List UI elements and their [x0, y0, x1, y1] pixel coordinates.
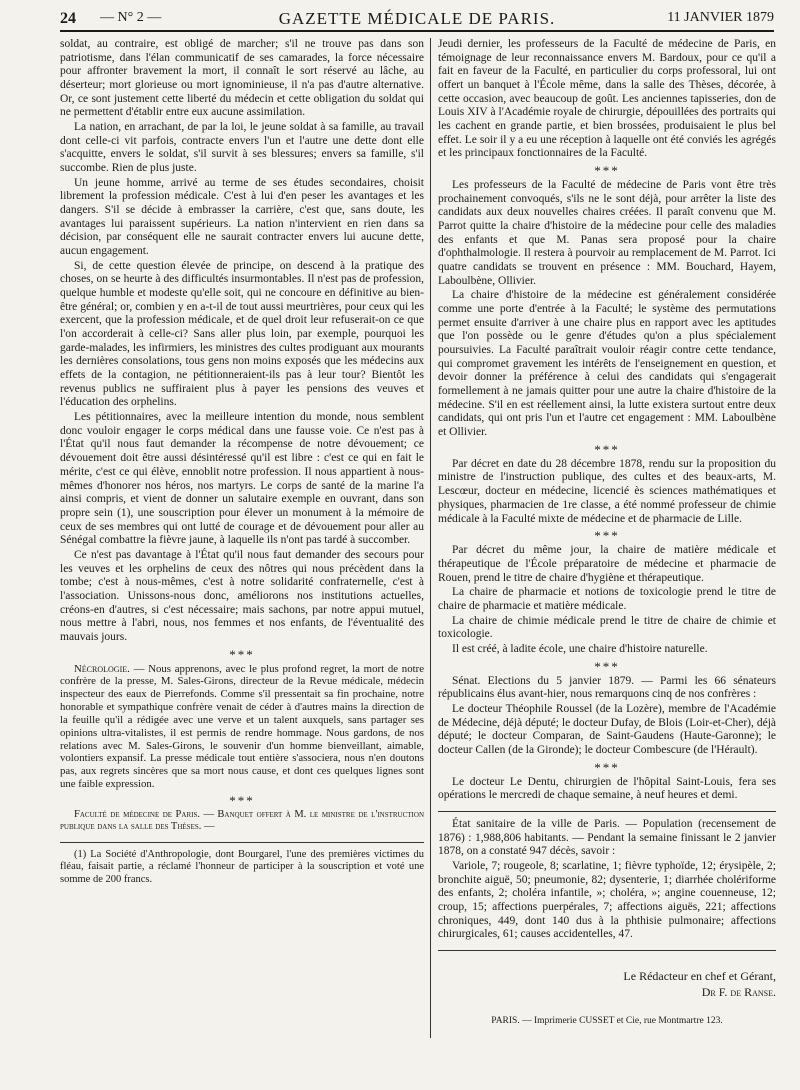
faculte-heading: Faculté de médecine de Paris. — Banquet offert à M. le ministre de l'instruction publique dans la salle des Thèses. —	[60, 809, 424, 833]
paragraph: Les pétitionnaires, avec la meilleure intention du monde, nous semblent donc vouloir engager le corps médical dans une fausse voie. Ce n'est pas à l'État qu'il nous faut demander la récompense de notre dévouement; ce dévouement doit être aussi désintéressé qu'il est libre : c'est ce qui en fait le mérite, c'est ce qui élève, ennoblit notre profession. Il nous appartient à nous-mêmes d'honorer nos héros, nos martyrs. Le corps de santé de la marine l'a ainsi compris, et vient de donner un salutaire exemple en ouvrant, dans son propre sein (1), une souscription pour élever un monument à la mémoire de ceux de ses membres qui ont lutté de courage et de dévouement pour aller au Sénégal combattre la fièvre jaune, à laquelle ils n'ont pas tardé à succomber.	[60, 411, 424, 547]
necrologie-text: Nous apprenons, avec le plus profond regret, la mort de notre confrère de la presse, M. Sales-Girons, directeur de la Revue médicale, médecin inspecteur des eaux de Pierrefonds. Comme s'il pressentait sa fin prochaine, notre honorable et sympathique confrère venait de céder à d'autres mains la direction de la feuille qu'il a rédigée avec une verve et un talent auxquels, sans partager ses opinions ultra-vitalistes, il est permis de rendre hommage. Nous gardons, de nos relations avec M. Sales-Girons, le souvenir d'un homme bienveillant, aimable, volontiers expansif. La presse médicale tout entière s'associera, nous n'en doutons pas, aux regrets sincères que sa mort nous cause, et dont ces quelques lignes sont une faible expression.	[60, 662, 424, 791]
paragraph: Jeudi dernier, les professeurs de la Faculté de médecine de Paris, en témoignage de leur reconnaissance envers M. Bardoux, pour ce qu'il a fait en faveur de la Faculté, en particulier du corps professoral, lui ont offert un banquet à l'École même, dans la salle des Thèses, décorée, à cette occasion, avec beaucoup de goût. Les anciennes tapisseries, don de Louis XIV à l'Académie royale de chirurgie, dépouillées des portraits qui les cachent en grande partie, et bien brossées, produisaient le plus bel effet. Le soir il y a eu une réception à laquelle ont été conviés les agrégés et les principaux fonctionnaires de la Faculté.	[438, 38, 776, 160]
paragraph: État sanitaire de la ville de Paris. — Population (recensement de 1876) : 1,988,806 habitants. — Pendant la semaine finissant le 2 janvier 1878, on a constaté 947 décès, savoir :	[438, 817, 776, 858]
left-column	[60, 38, 424, 1088]
signature-title: Le Rédacteur en chef et Gérant,	[623, 968, 776, 983]
paragraph: Par décret en date du 28 décembre 1878, rendu sur la proposition du ministre de l'instruction publique, des cultes et des beaux-arts, M. Lescœur, docteur en médecine, licencié ès sciences mathématiques et physiques, pharmacien de 1re classe, a été nommé professeur de chimie médicale à la Faculté mixte de médecine et de pharmacie de Lille.	[438, 457, 776, 525]
paragraph: La chaire d'histoire de la médecine est généralement considérée comme une porte d'entrée à la Faculté; le système des permutations permet ensuite d'arriver à une chaire plus en rapport avec les aptitudes que l'on possède ou le genre d'études qu'on a plus spécialement poursuivies. La Faculté paraîtrait vouloir réagir contre cette tendance, qui compromet gravement les intérêts de l'enseignement en question, et devoir donner la préférence à celui des candidats qui s'engagerait formellement à ne jamais quitter pour une autre la chaire d'histoire de la médecine. S'il en est réellement ainsi, la lutte existera surtout entre deux candidats, qui ont pris l'un et l'autre cet engagement : MM. Laboulbène et Ollivier.	[438, 289, 776, 439]
paragraph: La chaire de pharmacie et notions de toxicologie prend le titre de chaire de pharmacie et matière médicale.	[438, 586, 776, 612]
signature-block	[438, 969, 776, 1000]
section-stars: ***	[594, 528, 620, 544]
necrologie-paragraph	[60, 663, 424, 791]
paragraph: Un jeune homme, arrivé au terme de ses études secondaires, choisit librement la profession médicale. C'est à lui d'en peser les avantages et les dangers. S'il se décide à embrasser la carrière, c'est que, sans doute, les avantages lui paraissent supérieurs. La nation n'intervient en rien dans sa décision, par conséquent elle ne saurait contracter envers lui aucune dette, aucun engagement.	[60, 176, 424, 258]
paragraph: Variole, 7; rougeole, 8; scarlatine, 1; fièvre typhoïde, 12; érysipèle, 2; bronchite aiguë, 50; pneumonie, 82; dysenterie, 1; diarrhée cholériforme des enfants, 2; choléra infantile, »; choléra, »; angine couenneuse, 12; croup, 15; affections puerpérales, 7; affections aiguës, 221; affections chroniques, 449, dont 140 dus à la phthisie pulmonaire; affections chirurgicales, 61; causes accidentelles, 47.	[438, 859, 776, 941]
paragraph: soldat, au contraire, est obligé de marcher; s'il ne trouve pas dans son patriotisme, dans l'élan communicatif de ses camarades, la force nécessaire pour affronter bravement la mort, il connaît le sort réservé au lâche, au déserteur; mort glorieuse ou mort ignominieuse, il n'a pas d'autre alternative. Or, ce sont justement cette liberté du médecin et cette obligation du soldat qui ne permettent d'établir entre eux aucune assimilation.	[60, 38, 424, 119]
paragraph: Le docteur Le Dentu, chirurgien de l'hôpital Saint-Louis, fera ses opérations le mercredi de chaque semaine, à neuf heures et demi.	[438, 775, 776, 802]
printer-imprint: PARIS. — Imprimerie CUSSET et Cie, rue Montmartre 123.	[491, 1016, 723, 1027]
paragraph: Sénat. Elections du 5 janvier 1879. — Parmi les 66 sénateurs républicains élus avant-hier, nous remarquons cinq de nos confrères :	[438, 674, 776, 701]
page-number: 24	[60, 10, 76, 27]
paragraph: Les professeurs de la Faculté de médecine de Paris vont être très prochainement convoqués, s'ils ne le sont déjà, pour arrêter la liste des candidats aux deux nouvelles chaires créées. Il paraît convenu que M. Parrot quitte la chaire d'histoire de la médecine pour celle des maladies des enfants et que M. Panas sera proposé pour la chaire d'ophthalmologie. Il restera à pourvoir au remplacement de M. Parrot. Ici quatre candidats se trouvent en présence : MM. Bouchard, Hayem, Laboulbène, Ollivier.	[438, 179, 776, 287]
section-stars: ***	[594, 658, 620, 674]
paragraph: Le docteur Théophile Roussel (de la Lozère), membre de l'Académie de Médecine, déjà député; le docteur Dufay, de Blois (Loir-et-Cher), déjà député; le docteur Comparan, de Saint-Gaudens (Haute-Garonne); le docteur Callen (de la Gironde); le docteur Combescure (de l'Hérault).	[438, 702, 776, 756]
paragraph: La chaire de chimie médicale prend le titre de chaire de chimie et toxicologie.	[438, 614, 776, 641]
section-rule	[438, 950, 776, 951]
paragraph: Si, de cette question élevée de principe, on descend à la pratique des choses, on se heurte à des difficultés insurmontables. Il n'est pas de profession, quelque humble et modeste qu'elle soit, qui ne concoure en définitive au bien-être général; or, combien y en a-t-il de tout aussi meurtrières, pour ceux qui les exercent, que la profession médicale, et de quel droit leur refuserait-on ce que l'on accorderait à celle-ci? Sans aller plus loin, par exemple, pourquoi les garde-malades, les infirmiers, les ministres des cultes prodiguant aux mourants les dernières consolations, tous gens non moins exposés que les médecins aux effets de la contagion, ne pétitionneraient-ils pas à leur tour? Bientôt les revenus publics ne suffiraient plus à payer les pensions des veuves et l'éducation des orphelins.	[60, 259, 424, 409]
paragraph: La nation, en arrachant, de par la loi, le jeune soldat à sa famille, au travail dont celle-ci vit parfois, contracte envers l'un et l'autre une dette dont elle s'acquitte, envers le soldat, s'il survit à ses blessures; envers sa famille, s'il succombe. Rien de plus juste.	[60, 121, 424, 175]
section-stars: ***	[229, 646, 255, 662]
section-stars: ***	[229, 793, 255, 808]
signature-name: Dr F. de Ranse.	[701, 984, 776, 999]
section-stars: ***	[594, 163, 620, 179]
journal-title: GAZETTE MÉDICALE DE PARIS.	[278, 9, 556, 28]
section-stars: ***	[594, 441, 620, 457]
paragraph: Par décret du même jour, la chaire de matière médicale et thérapeutique de l'École préparatoire de médecine et pharmacie de Rouen, prend le titre de chaire d'hygiène et thérapeutique.	[438, 544, 776, 584]
section-rule	[438, 811, 776, 812]
necrologie-label: Nécrologie. —	[74, 662, 145, 675]
issue-number: — N° 2 —	[100, 10, 162, 25]
footnote: (1) La Société d'Anthropologie, dont Bourgarel, l'une des premières victimes du fléau, faisait partie, a réclamé l'honneur de participer à la souscription et voté une somme de 200 francs.	[60, 848, 424, 885]
section-stars: ***	[594, 759, 620, 775]
paragraph: Ce n'est pas davantage à l'État qu'il nous faut demander des secours pour les veuves et les orphelins de ceux des nôtres qui nous précèdent dans la tombe; c'est à nous-mêmes, c'est à notre solidarité confraternelle, c'est à l'association. Unissons-nous donc, améliorons nos institutions actuelles, créons-en d'autres, si c'est nécessaire; mais sachons, par notre appui mutuel, nous mettre à l'abri, nous, nos femmes et nos enfants, de l'éventualité des mauvais jours.	[60, 548, 424, 643]
right-column	[438, 38, 776, 1088]
footnote-rule	[60, 842, 424, 843]
paragraph: Il est créé, à ladite école, une chaire d'histoire naturelle.	[452, 642, 708, 655]
issue-date: 11 JANVIER 1879	[667, 10, 774, 25]
column-divider	[430, 38, 431, 1038]
page-header	[60, 6, 774, 32]
